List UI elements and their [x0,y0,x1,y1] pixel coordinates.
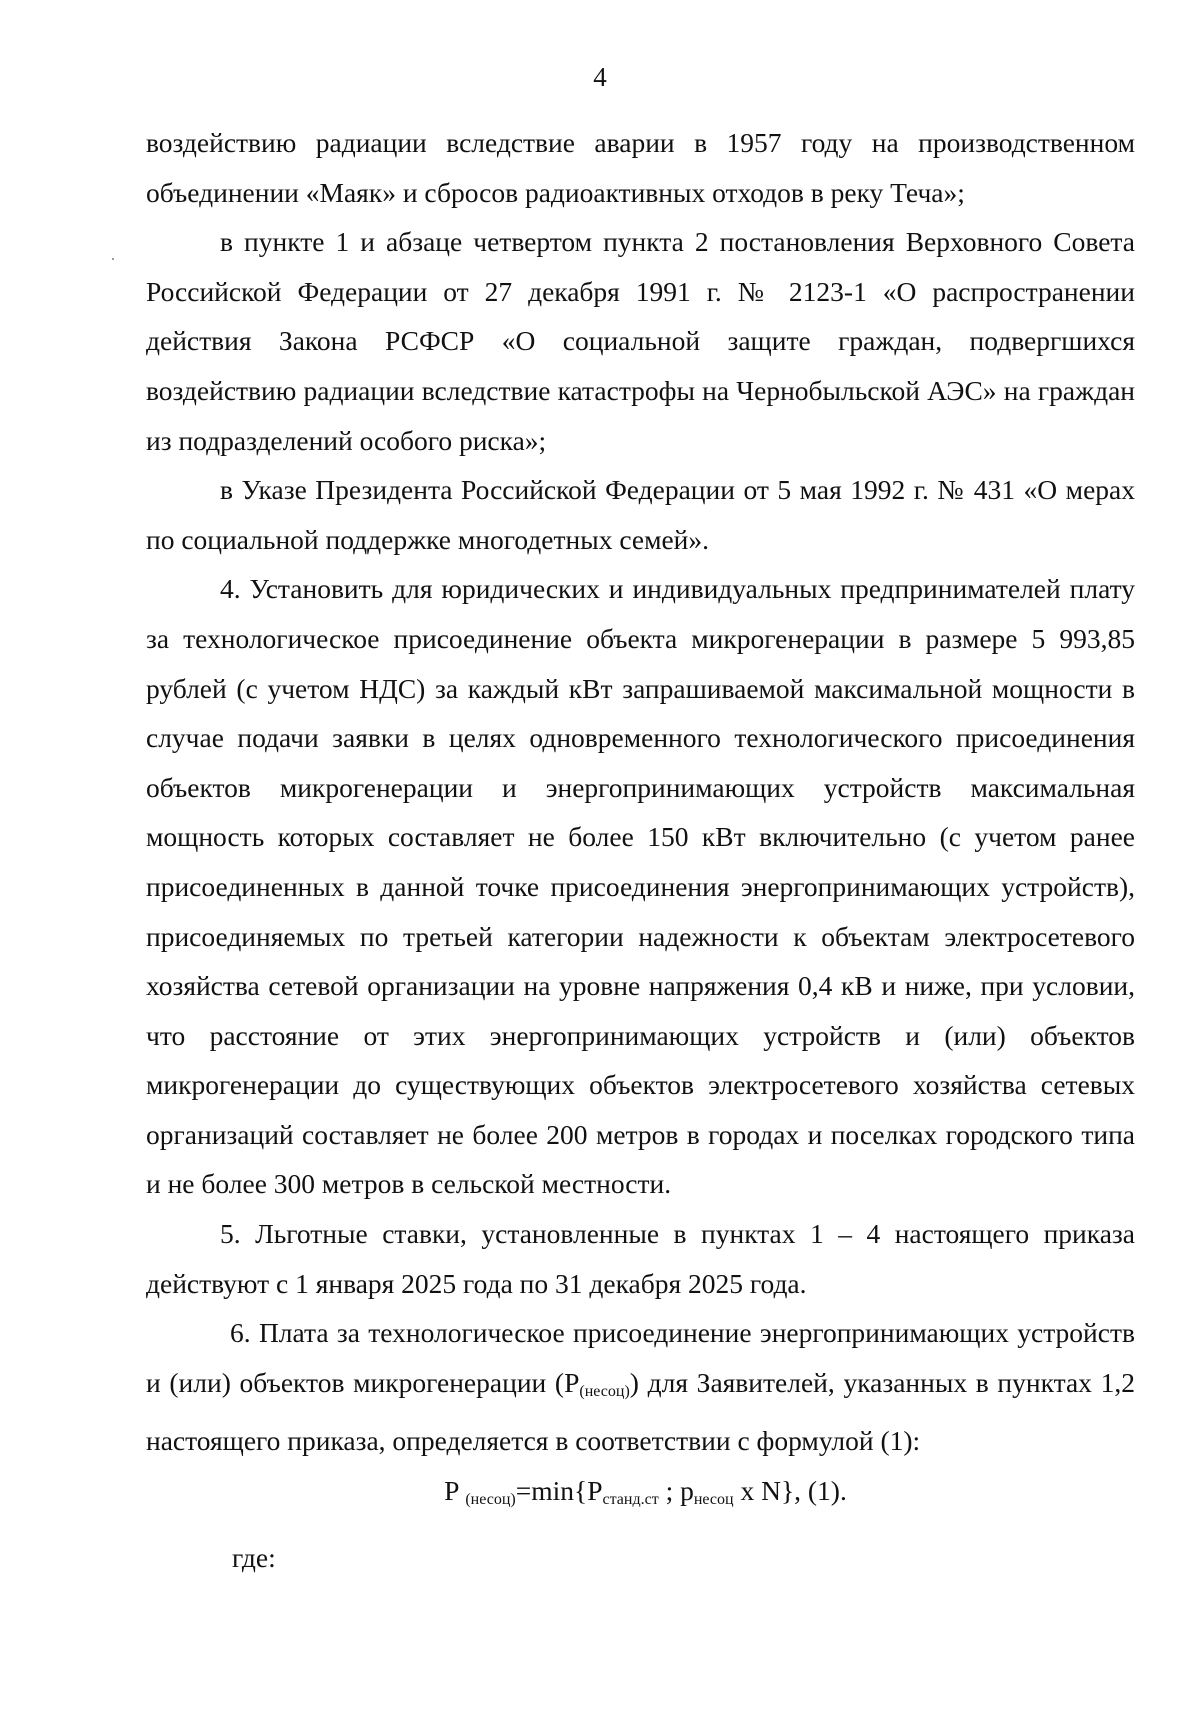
formula-1 [146,1466,1135,1525]
paragraph-item-6 [146,1308,1135,1466]
paragraph-continuation: воздействию радиации вследствие аварии в 1957 году на производственном объединении «Маяк» и сбросов радиоактивных отходов в реку Теча»; [146,127,1135,208]
item-6-subscript: (несоц) [579,1382,630,1400]
formula-sub-1: (несоц) [465,1491,516,1509]
paragraph-presidential-decree: в Указе Президента Российской Федерации от 5 мая 1992 г. № 431 «О мерах по социальной поддержке многодетных семей». [146,474,1135,555]
item-6-text-end: ) для Заявителей, указанных в пунктах 1,2 настоящего приказа, определяется в соответствии с формулой (1): [146,1366,1135,1457]
formula-sub-3: несоц [693,1491,734,1509]
paragraph-supreme-council-resolution: в пункте 1 и абзаце четвертом пункта 2 постановления Верховного Совета Российской Федерации от 27 декабря 1991 г. № 2123-1 «О распространении действия Закона РСФСР «О социальной защите граждан, подвергшихся воздействию радиации вследствие катастрофы на Чернобыльской АЭС» на граждан из подразделений особого риска»; [146,226,1135,456]
formula-sub-2: станд.ст [602,1491,659,1509]
formula-part-1: P [444,1475,466,1507]
item-6-text-start: 6. Плата за технологическое присоединение энергопринимающих устройств и (или) объектов микрогенерации (P [146,1317,1135,1398]
paragraph-item-5: 5. Льготные ставки, установленные в пунктах 1 – 4 настоящего приказа действуют с 1 января 2025 года по 31 декабря 2025 года. [146,1218,1135,1299]
where-label: где: [232,1541,276,1573]
scan-speck [112,258,114,260]
formula-part-2: =min{P [515,1475,603,1507]
page-number: 4 [593,62,607,92]
formula-part-3: ; p [658,1475,694,1507]
formula-part-4: x N}, (1). [733,1475,847,1507]
document-body [146,118,1135,1582]
paragraph-item-4: 4. Установить для юридических и индивидуальных предпринимателей плату за технологическое присоединение объекта микрогенерации в размере 5 993,85 рублей (с учетом НДС) за каждый кВт запрашиваемой максимальной мощности в случае подачи заявки в целях одновременного технологического присоединения объектов микрогенерации и энергопринимающих устройств максимальная мощность которых составляет не более 150 кВт включительно (с учетом ранее присоединенных в данной точке присоединения энергопринимающих устройств), присоединяемых по третьей категории надежности к объектам электросетевого хозяйства сетевой организации на уровне напряжения 0,4 кВ и ниже, при условии, что расстояние от этих энергопринимающих устройств и (или) объектов микрогенерации до существующих объектов электросетевого хозяйства сетевых организаций составляет не более 200 метров в городах и поселках городского типа и не более 300 метров в сельской местности. [146,573,1135,1200]
